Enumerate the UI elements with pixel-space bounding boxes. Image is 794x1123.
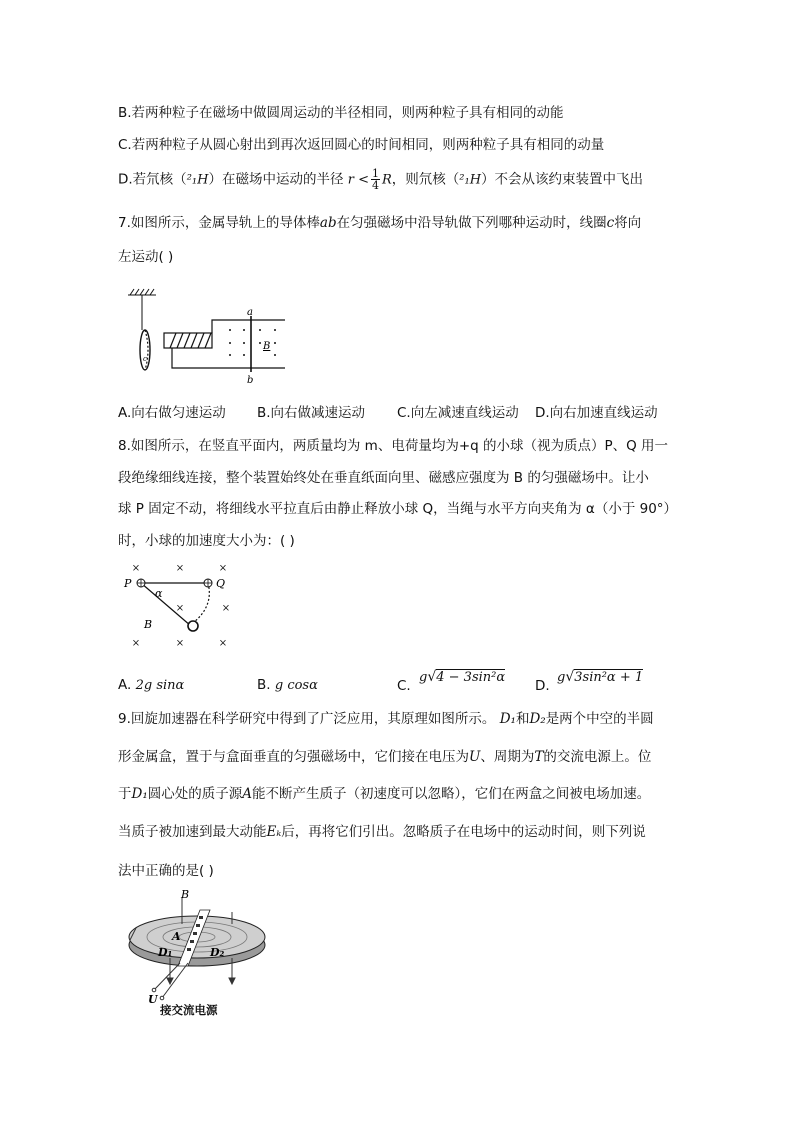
svg-text:×: × xyxy=(175,603,185,614)
q7-option-c: C.向左减速直线运动 xyxy=(397,405,519,421)
q6-option-b: B.若两种粒子在磁场中做圆周运动的半径相同，则两种粒子具有相同的动能 xyxy=(118,105,564,121)
label-field-b: B xyxy=(263,341,271,352)
q7-stem-line2: 左运动( ) xyxy=(118,249,174,265)
q8-stem-line2: 段绝缘细线连接，整个装置始终处在垂直纸面向里、磁感应强度为 B 的匀强磁场中。让小 xyxy=(118,470,649,486)
label-a: A xyxy=(172,930,181,943)
svg-text:×: × xyxy=(131,638,141,649)
label-u: U xyxy=(148,993,158,1006)
q8-option-b: B. g cosα xyxy=(257,677,318,693)
svg-text:×: × xyxy=(175,638,185,649)
q7-figure xyxy=(118,288,293,388)
field-crosses xyxy=(132,563,230,649)
label-b: B xyxy=(181,890,190,901)
q7-option-d: D.向右加速直线运动 xyxy=(535,405,658,421)
q6-option-c: C.若两种粒子从圆心射出到再次返回圆心的时间相同，则两种粒子具有相同的动量 xyxy=(118,137,605,153)
q8-option-d: D. xyxy=(535,678,550,694)
q8-option-c-expr: g√4 − 3sin²α xyxy=(419,669,506,685)
ceiling-hatch xyxy=(128,289,156,330)
label-d1: D₁ xyxy=(158,946,173,959)
q8-stem-line4: 时，小球的加速度大小为：( ) xyxy=(118,533,295,549)
q9-stem-line1: 9.回旋加速器在科学研究中得到了广泛应用，其原理如图所示。 D₁和D₂是两个中空的半圆 xyxy=(118,711,654,727)
q9-stem-line2: 形金属盒，置于与盒面垂直的匀强磁场中，它们接在电压为U、周期为T的交流电源上。位 xyxy=(118,749,652,765)
cyclotron-caption: 接交流电源 xyxy=(160,1003,218,1017)
svg-text:×: × xyxy=(218,563,228,574)
ball-q xyxy=(204,579,212,587)
label-q: Q xyxy=(216,577,226,590)
q7-option-a: A.向右做匀速运动 xyxy=(118,405,226,421)
label-a: a xyxy=(247,307,253,318)
svg-text:×: × xyxy=(131,563,141,574)
ball-p xyxy=(137,579,145,587)
q9-stem-line4: 当质子被加速到最大动能Eₖ后，再将它们引出。忽略质子在电场中的运动时间，则下列说 xyxy=(118,824,646,840)
q8-stem-line1: 8.如图所示，在竖直平面内，两质量均为 m、电荷量均为+q 的小球（视为质点）P、Q 用一 xyxy=(118,438,669,454)
label-p: P xyxy=(124,577,132,590)
q7-option-b: B.向右做减速运动 xyxy=(257,405,366,421)
label-d2: D₂ xyxy=(210,946,225,959)
q8-stem-line3: 球 P 固定不动，将细线水平拉直后由静止释放小球 Q，当绳与水平方向夹角为 α（小于 90°） xyxy=(118,501,678,517)
svg-text:×: × xyxy=(221,603,231,614)
svg-text:c: c xyxy=(143,355,147,363)
q9-stem-line3: 于D₁圆心处的质子源A能不断产生质子（初速度可以忽略），它们在两盒之间被电场加速。 xyxy=(118,786,651,802)
svg-text:×: × xyxy=(218,638,228,649)
q6-option-d: D.若氘核（²₁H）在磁场中运动的半径 r < $\frac{1}{4}$ R，则氘核（²₁H）不会从该约束装置中飞出 xyxy=(118,167,644,192)
q8-option-a: A. 2g sinα xyxy=(118,677,185,693)
q9-cyclotron-figure xyxy=(122,890,272,1015)
label-b: B xyxy=(144,618,153,631)
ball-q-swung xyxy=(188,621,198,631)
label-b: b xyxy=(247,375,254,386)
q8-option-c: C. xyxy=(397,678,411,694)
q7-stem-line1: 7.如图所示，金属导轨上的导体棒ab在匀强磁场中沿导轨做下列哪种运动时，线圈c将向 xyxy=(118,215,642,231)
q9-stem-line5: 法中正确的是( ) xyxy=(118,863,214,879)
svg-text:×: × xyxy=(175,563,185,574)
coil-c xyxy=(140,330,150,370)
label-alpha: α xyxy=(155,587,163,600)
q8-figure xyxy=(118,560,243,655)
q8-option-d-expr: g√3sin²α + 1 xyxy=(557,669,644,685)
